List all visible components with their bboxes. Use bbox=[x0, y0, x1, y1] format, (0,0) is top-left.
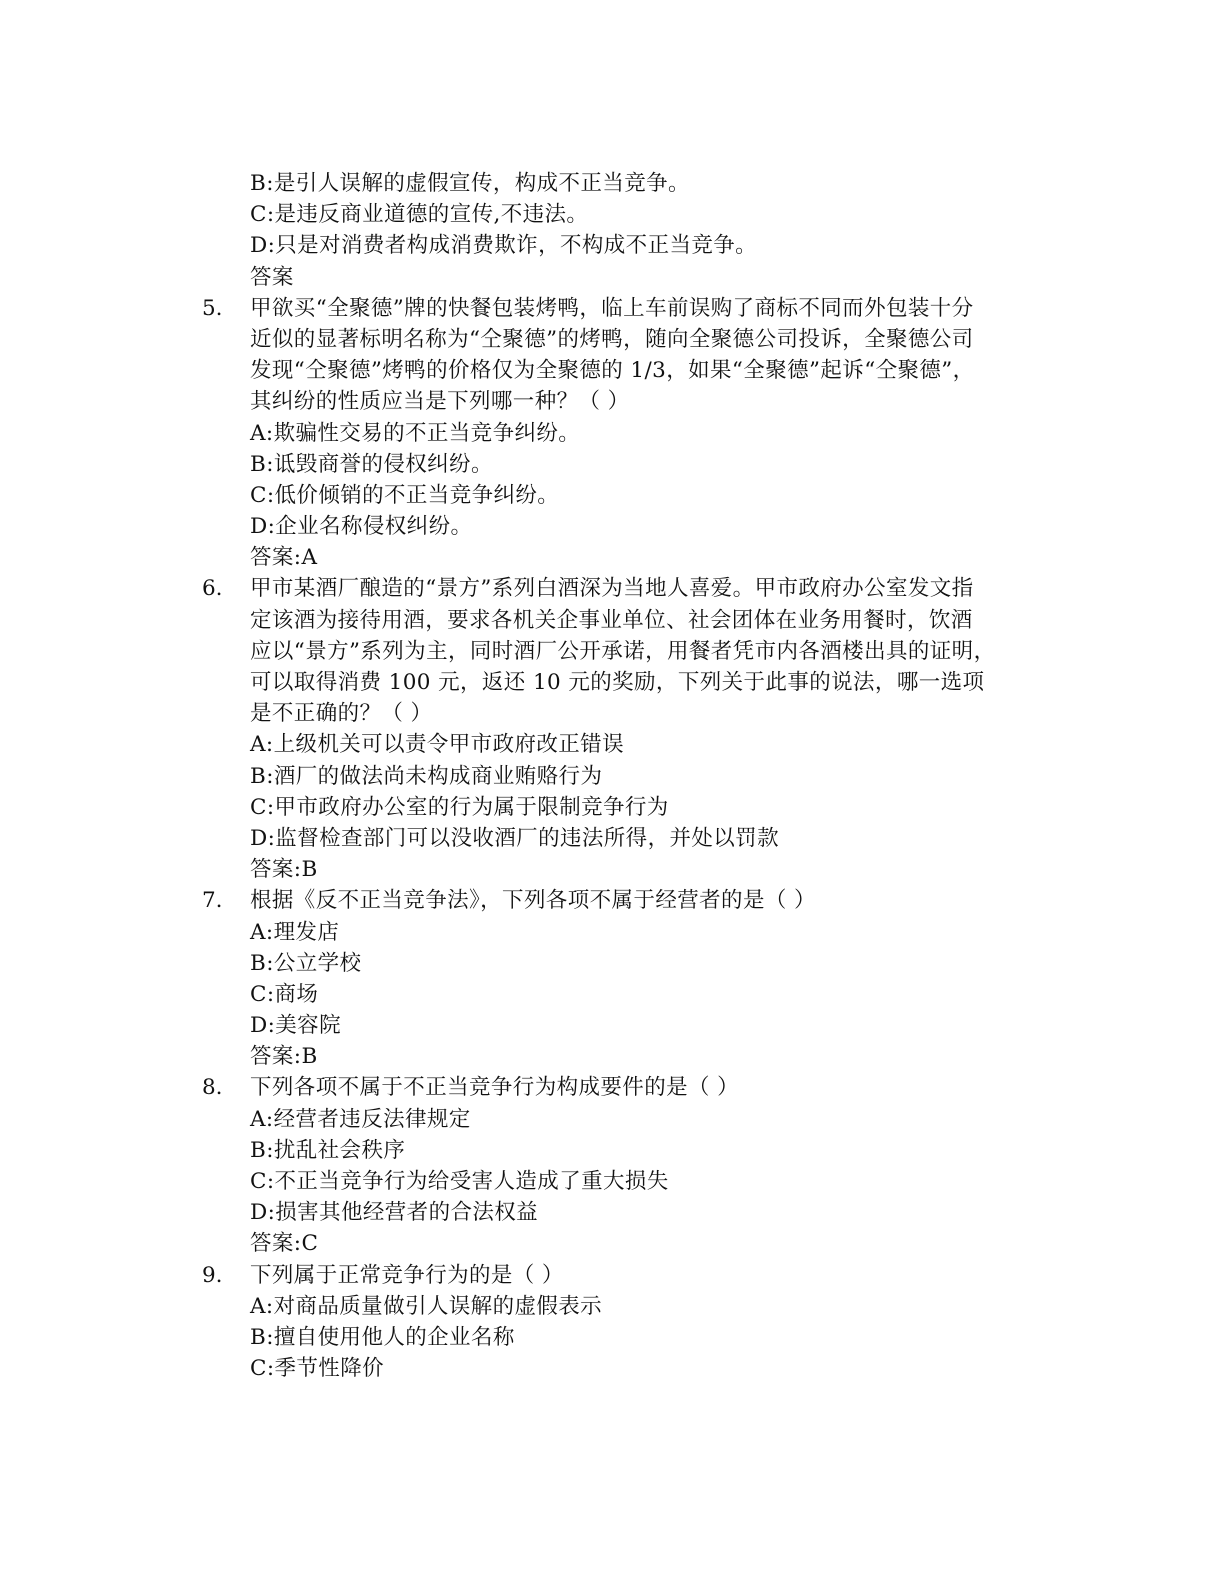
line-text: 甲市某酒厂酿造的“景方”系列白酒深为当地人喜爱。甲市政府办公室发文指 bbox=[250, 576, 974, 602]
document-line bbox=[0, 262, 1224, 293]
document-line bbox=[0, 854, 1224, 885]
document-line bbox=[0, 1353, 1224, 1384]
line-text: C:是违反商业道德的宣传,不违法。 bbox=[250, 202, 589, 228]
line-text: 答案:B bbox=[250, 1044, 318, 1070]
document-line bbox=[0, 230, 1224, 261]
question-line bbox=[0, 1260, 1224, 1291]
line-text: D:只是对消费者构成消费欺诈，不构成不正当竞争。 bbox=[250, 233, 758, 259]
question-line bbox=[0, 293, 1224, 324]
line-text: 其纠纷的性质应当是下列哪一种？（ ） bbox=[250, 389, 630, 415]
question-number: 6. bbox=[202, 576, 223, 602]
question-number: 9. bbox=[202, 1262, 223, 1288]
line-text: A:欺骗性交易的不正当竞争纠纷。 bbox=[250, 420, 581, 446]
document-line bbox=[0, 729, 1224, 760]
document-line bbox=[0, 511, 1224, 542]
document-line bbox=[0, 698, 1224, 729]
line-text: 答案:B bbox=[250, 857, 318, 883]
document-line bbox=[0, 948, 1224, 979]
document-line bbox=[0, 449, 1224, 480]
line-text: 甲欲买“全聚德”牌的快餐包装烤鸭，临上车前误购了商标不同而外包装十分 bbox=[250, 295, 974, 321]
line-text: 下列属于正常竞争行为的是（ ） bbox=[250, 1262, 564, 1288]
line-text: D:监督检查部门可以没收酒厂的违法所得，并处以罚款 bbox=[250, 825, 779, 851]
document-line bbox=[0, 761, 1224, 792]
document-line bbox=[0, 355, 1224, 386]
document-line bbox=[0, 1041, 1224, 1072]
document-line bbox=[0, 386, 1224, 417]
line-text: 下列各项不属于不正当竞争行为构成要件的是（ ） bbox=[250, 1075, 740, 1101]
question-line bbox=[0, 1072, 1224, 1103]
line-text: C:商场 bbox=[250, 981, 319, 1007]
line-text: B:诋毁商誉的侵权纠纷。 bbox=[250, 451, 493, 477]
document-line bbox=[0, 168, 1224, 199]
document-line bbox=[0, 605, 1224, 636]
line-text: 近似的显著标明名称为“仝聚德”的烤鸭，随向全聚德公司投诉，全聚德公司 bbox=[250, 326, 974, 352]
line-text: B:擅自使用他人的企业名称 bbox=[250, 1324, 515, 1350]
line-text: 发现“仝聚德”烤鸭的价格仅为全聚德的 1/3，如果“全聚德”起诉“仝聚德”， bbox=[250, 358, 975, 384]
document-line bbox=[0, 324, 1224, 355]
question-line bbox=[0, 885, 1224, 916]
line-text: A:上级机关可以责令甲市政府改正错误 bbox=[250, 732, 624, 758]
document-line bbox=[0, 418, 1224, 449]
line-text: 应以“景方”系列为主，同时酒厂公开承诺，用餐者凭市内各酒楼出具的证明， bbox=[250, 638, 996, 664]
document-line bbox=[0, 1166, 1224, 1197]
line-text: 根据《反不正当竞争法》，下列各项不属于经营者的是（ ） bbox=[250, 888, 816, 914]
document-line bbox=[0, 199, 1224, 230]
line-text: B:酒厂的做法尚未构成商业贿赂行为 bbox=[250, 763, 603, 789]
line-text: D:损害其他经营者的合法权益 bbox=[250, 1200, 539, 1226]
document-line bbox=[0, 823, 1224, 854]
question-number: 5. bbox=[202, 295, 223, 321]
document-line bbox=[0, 1322, 1224, 1353]
document-line bbox=[0, 1010, 1224, 1041]
document-line bbox=[0, 917, 1224, 948]
line-text: D:美容院 bbox=[250, 1013, 341, 1039]
line-text: C:甲市政府办公室的行为属于限制竞争行为 bbox=[250, 794, 669, 820]
document-line bbox=[0, 1135, 1224, 1166]
line-text: 是不正确的？（ ） bbox=[250, 701, 433, 727]
document-line bbox=[0, 1104, 1224, 1135]
document-line bbox=[0, 792, 1224, 823]
line-text: A:对商品质量做引人误解的虚假表示 bbox=[250, 1293, 603, 1319]
line-text: B:扰乱社会秩序 bbox=[250, 1137, 406, 1163]
line-text: C:季节性降价 bbox=[250, 1356, 384, 1382]
line-text: C:不正当竞争行为给受害人造成了重大损失 bbox=[250, 1169, 669, 1194]
line-text: 答案 bbox=[250, 264, 294, 290]
line-text: A:经营者违反法律规定 bbox=[250, 1106, 471, 1132]
document-line bbox=[0, 979, 1224, 1010]
document-line bbox=[0, 667, 1224, 698]
document-line bbox=[0, 1197, 1224, 1228]
question-number: 8. bbox=[202, 1075, 223, 1101]
line-text: 定该酒为接待用酒，要求各机关企事业单位、社会团体在业务用餐时，饮酒 bbox=[250, 607, 973, 633]
line-text: 答案:C bbox=[250, 1231, 319, 1257]
line-text: 可以取得消费 100 元，返还 10 元的奖励，下列关于此事的说法，哪一选项 bbox=[250, 670, 985, 695]
document-line bbox=[0, 636, 1224, 667]
line-text: C:低价倾销的不正当竞争纠纷。 bbox=[250, 482, 560, 508]
document-page bbox=[0, 168, 1224, 1384]
document-line bbox=[0, 1228, 1224, 1259]
line-text: 答案:A bbox=[250, 545, 318, 571]
document-line bbox=[0, 1291, 1224, 1322]
document-line bbox=[0, 542, 1224, 573]
line-text: A:理发店 bbox=[250, 919, 340, 945]
question-line bbox=[0, 573, 1224, 604]
line-text: B:是引人误解的虚假宣传，构成不正当竞争。 bbox=[250, 171, 690, 196]
document-line bbox=[0, 480, 1224, 511]
line-text: D:企业名称侵权纠纷。 bbox=[250, 514, 473, 540]
line-text: B:公立学校 bbox=[250, 950, 362, 976]
question-number: 7. bbox=[202, 888, 223, 914]
